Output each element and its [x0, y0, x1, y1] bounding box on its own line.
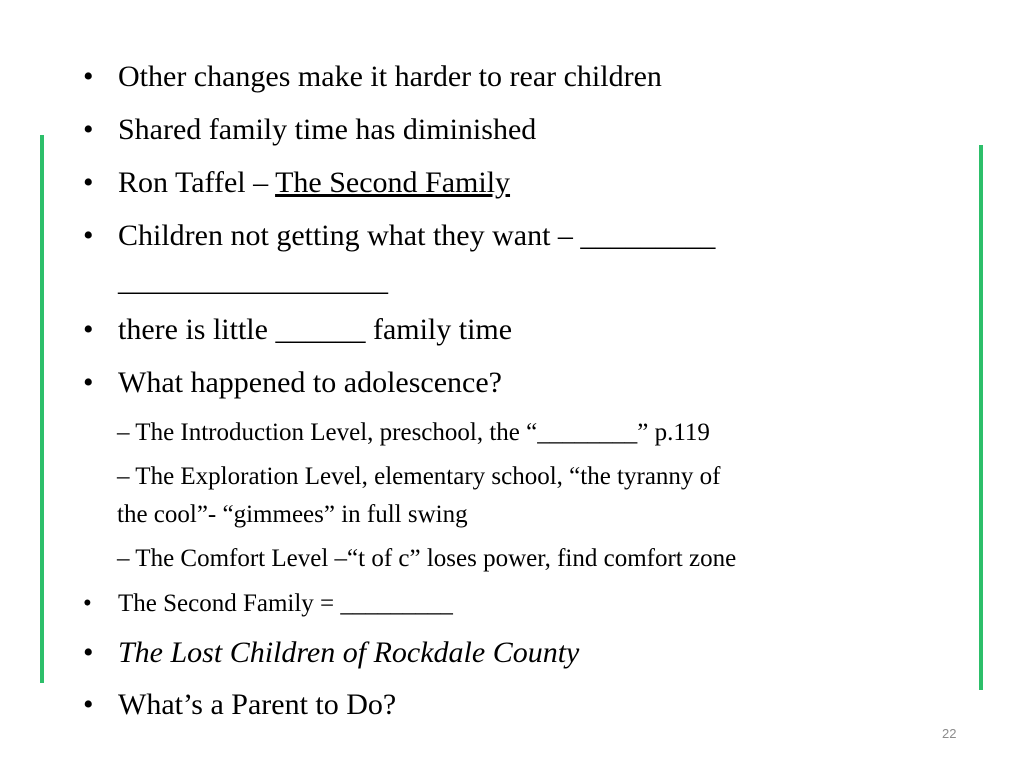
bullet-dot: • [83, 113, 94, 146]
bullet-text-line1: Children not getting what they want – _________ [118, 219, 716, 252]
bullet-dot: • [83, 166, 94, 199]
page-number: 22 [942, 726, 957, 741]
bullet-text: What happened to adolescence? [118, 366, 502, 399]
bullet-dot: • [83, 590, 92, 617]
sub-bullet-text: – The Introduction Level, preschool, the “________” p.119 [117, 419, 710, 446]
bullet-text [118, 166, 510, 200]
bullet-text: there is little ______ family time [118, 313, 513, 346]
bullet-dot: • [83, 219, 94, 252]
bullet-dot: • [83, 313, 94, 346]
sub-bullet-text-line2: the cool”- “gimmees” in full swing [117, 501, 468, 528]
bullet-dot: • [83, 636, 94, 669]
sub-bullet-text-line1: – The Exploration Level, elementary school, “the tyranny of [117, 463, 721, 490]
left-accent-bar [40, 135, 44, 683]
bullet-dot: • [83, 60, 94, 93]
bullet-text-line2: __________________ [118, 264, 388, 297]
right-accent-bar [979, 145, 983, 690]
book-title: The Second Family [275, 166, 511, 199]
bullet-text: Other changes make it harder to rear children [118, 60, 662, 93]
sub-bullet-text: – The Comfort Level –“t of c” loses power, find comfort zone [117, 545, 737, 572]
bullet-text: Shared family time has diminished [118, 113, 537, 146]
bullet-text: What’s a Parent to Do? [118, 688, 397, 721]
bullet-text: The Second Family = _________ [118, 590, 453, 617]
bullet-text-book-title: The Lost Children of Rockdale County [118, 636, 580, 669]
bullet-dot: • [83, 688, 94, 721]
author-name: Ron Taffel – [118, 166, 276, 199]
bullet-dot: • [83, 366, 94, 399]
